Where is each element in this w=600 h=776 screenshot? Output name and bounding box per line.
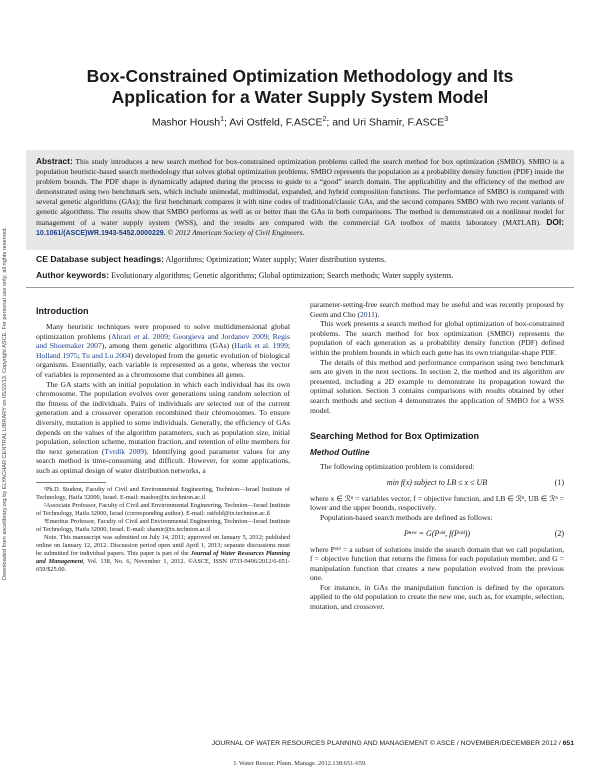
intro-paragraph-1: Many heuristic techniques were proposed to solve multidimensional global optimization problems (Ahrari et al. 2009; Georgieva and Jordanov 2009; Regis and Shoemaker 2007), among them genetic algorithms (GAs) (Harik et al. 1999; Holland 1975; Tu and Lu 2004) developed from the genetic evolution of biological organisms. Essentially, each variable is represented as a gene, whereas the vector of variables is represented as a chromosome that combines all genes.: [36, 322, 290, 379]
page-number: 651: [562, 740, 574, 747]
right-paragraph-2: The details of this method and performance comparison using two benchmark sets are given in the next sections. In section 2, the method and its algorithm are presented, including a 2D example to demonstrate its propagation toward the optimal solution. Section 3 contains comparisons with results obtained by other search methods and section 4 demonstrates the application of SMBO for a WSS model.: [310, 357, 564, 415]
right-column: [310, 300, 564, 612]
intro-paragraph-2: The GA starts with an initial population in which each individual has its own chromosome. The population evolves over generations using random selection of the fitness of the individuals. Pairs of individuals are selected out of the current generation and a crossover operation recombined their chromosomes. To ensure diversity, mutation is applied to some individuals. Generally, the efficiency of GAs depends on the values of the algorithm parameters, such as population size, initial population, selection scheme, mutation fraction, and retention of elite members for the next generation (Tvrdík 2009). Identifying good parameter values for any search method is time-consuming and difficult. However, for some applications, such as optimal design of water distribution networks, a: [36, 379, 290, 475]
equation-1: [310, 475, 564, 491]
abstract-box: [26, 150, 574, 250]
submission-note: Note. This manuscript was submitted on July 14, 2011; approved on January 5, 2012; published online on January 12, 2012. Discussion period open until April 1, 2013; separate discussions must be submitted for individual papers. This paper is part of the Journal of Water Resources Planning and Management, Vol. 138, No. 6, November 1, 2012. ©ASCE, ISSN 0733-9496/2012/6-651-659/$25.00.: [36, 533, 290, 573]
right-paragraph-5: Population-based search methods are defined as follows:: [320, 512, 493, 522]
equation-1-expression: min f(x) subject to LB ≤ x ≤ UB: [386, 477, 488, 487]
doi-label: DOI:: [546, 217, 564, 227]
download-side-note: Downloaded from ascelibrary.org by ELYACHAR CENTRAL LIBRARY on 05/22/13. Copyright ASCE. For personal use only; all rights reserved.: [2, 226, 8, 580]
footnote-divider: [36, 482, 106, 483]
intro-heading: Introduction: [36, 306, 89, 316]
copyright-note: © 2012 American Society of Civil Engineers.: [165, 228, 305, 237]
equation-1-number: (1): [554, 477, 564, 487]
right-paragraph-3: The following optimization problem is considered:: [320, 462, 475, 472]
right-paragraph-0: parameter-setting-free search method may be useful and was recently proposed by Geem and Cho (2011).: [310, 300, 564, 319]
equation-2-expression: Pⁿᵉʷ = G(Pᵒˡᵈ, f(Pᵒˡᵈ)): [403, 528, 471, 538]
footnote-2: ²Associate Professor, Faculty of Civil and Environmental Engineering, Technion—Israel Institute of Technology, Haifa 32000, Israel (corresponding author). E-mail: ostfeld@tx.technion.ac.il: [36, 501, 290, 517]
footnote-3: ³Emeritus Professor, Faculty of Civil and Environmental Engineering, Technion—Israel Institute of Technology, Haifa 32000, Israel. E-mail: shamir@tx.technion.ac.il: [36, 517, 290, 533]
author-keywords: Author keywords: Evolutionary algorithms; Genetic algorithms; Global optimization; Search methods; Water supply systems.: [36, 270, 454, 280]
right-paragraph-6: where Pᵒˡᵈ = a subset of solutions inside the search domain that we call population, f = objective function that returns the fitness for each population member, and G = manipulation function that creates a new population evolved from the previous one.: [310, 544, 564, 583]
right-paragraph-7: For instance, in GAs the manipulation function is defined by the operators applied to the old population to create the new one, such as, for example, selection, mutation, and crossover.: [310, 582, 564, 612]
equation-2-number: (2): [554, 528, 564, 538]
citation-line: J. Water Resour. Plann. Manage. 2012.138:651-659.: [233, 760, 367, 767]
subsection-heading-outline: Method Outline: [310, 448, 370, 458]
left-column: [36, 300, 290, 574]
abstract-text: This study introduces a new search method for box-constrained optimization problems called the search method for box optimization (SMBO). SMBO is a population heuristic-based search methodology that solves global optimization problems. SMBO represents the population as a probability density function (PDF) inside the problem bounds. The PDF shape is dynamically adapted during the process to guide to a “good” search domain. The applicability and the efficiency of the method are demonstrated using two benchmark sets, which include unimodal, multimodal, expanded, and hybrid composition functions. The performance of SMBO is compared with several genetic algorithms (GAs); the first benchmark compares it with nine codes of traditional/classic GAs, and the second compares SMBO with two recent variants of genetic algorithms. The results show that SMBO performs as well as or better than the GAs in both comparisons. The method is demonstrated on a nonlinear model for management of a water supply system (WSS), and the results are compared with the commercial GA toolbox of matrix laboratory (MATLAB).: [36, 157, 564, 227]
section-heading-smbo: Searching Method for Box Optimization: [310, 431, 480, 442]
doi-link[interactable]: 10.1061/(ASCE)WR.1943-5452.0000229.: [36, 230, 166, 237]
footnote-1: ¹Ph.D. Student, Faculty of Civil and Environmental Engineering, Technion—Israel Institute of Technology, Haifa 32000, Israel. E-mail: mashor@tx.technion.ac.il: [36, 485, 290, 501]
author-line: Mashor Housh$^1$; Avi Ostfeld, F.ASCE$^2$; and Uri Shamir, F.ASCE$^3$: [151, 116, 449, 129]
right-paragraph-1: This work presents a search method for global optimization of box-constrained problems. The search method for box optimization (SMBO) represents the population of each generation as a probability density function (PDF) defined within the problem bounds in which each gene has its own triangular-shape PDF.: [310, 319, 564, 357]
subject-headings: CE Database subject headings: Algorithms; Optimization; Water supply; Water distribution systems.: [36, 254, 386, 264]
paper-title: Box-Constrained Optimization Methodology and Its Application for a Water Supply System Model: [86, 66, 514, 107]
right-paragraph-4: where x ∈ ℛⁿ = variables vector, f = objective function, and LB ∈ ℛⁿ, UB ∈ ℛⁿ = lower and the upper bounds, respectively.: [310, 493, 564, 513]
header-divider: [26, 287, 574, 288]
page-footer: JOURNAL OF WATER RESOURCES PLANNING AND MANAGEMENT © ASCE / NOVEMBER/DECEMBER 2012 / 651: [211, 740, 574, 747]
abstract-label: Abstract:: [36, 156, 73, 166]
equation-2: [310, 526, 564, 542]
